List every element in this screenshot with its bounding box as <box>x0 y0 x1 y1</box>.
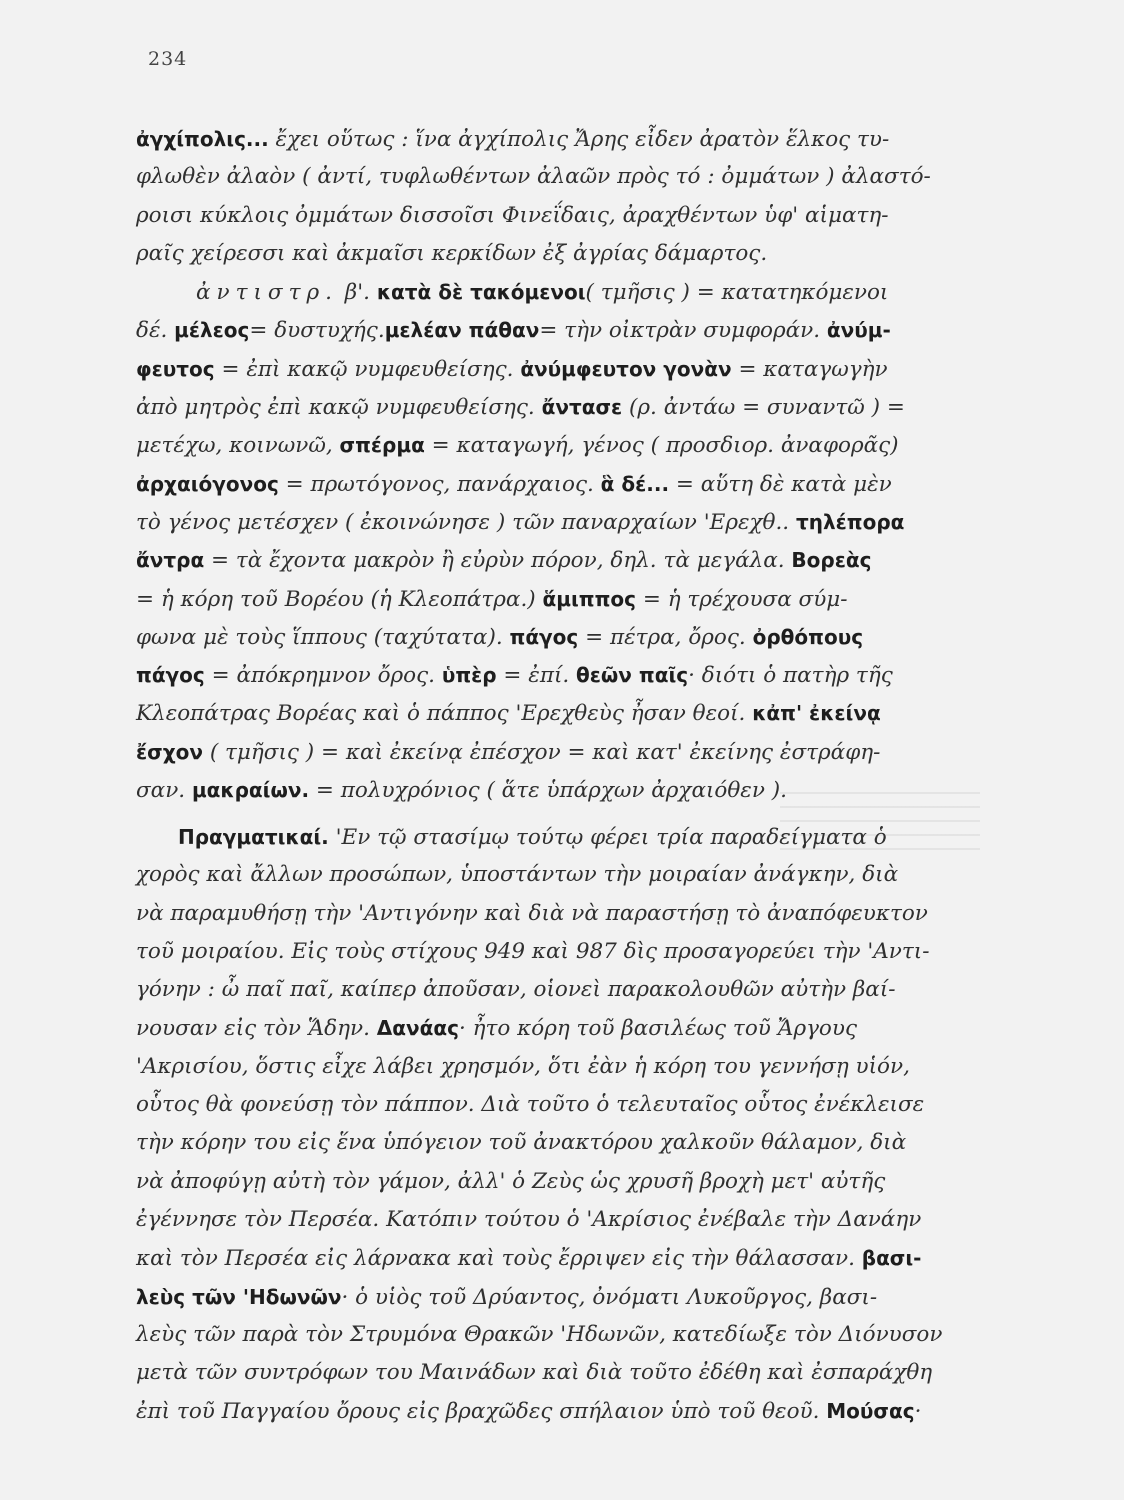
commentary-line <box>136 311 996 349</box>
line-text: τὸ γένος μετέσχεν ( ἐκοινώνησε ) τῶν παναρχαίων 'Ερεχθ.. <box>136 509 796 535</box>
glossed-term: μακραίων. <box>191 778 310 803</box>
glossed-term: μέλεος <box>174 318 250 343</box>
commentary-line <box>136 656 996 694</box>
line-text: τὴν κόρην του εἰς ἕνα ὑπόγειον τοῦ ἀνακτόρου χαλκοῦν θάλαμον, διὰ <box>136 1130 907 1156</box>
glossed-term: φευτος <box>136 356 215 381</box>
glossed-term: ἀρχαιόγονος <box>136 471 279 496</box>
pragmatika-line <box>136 1163 996 1201</box>
commentary-line <box>136 426 996 464</box>
line-text: · διότι ὁ πατὴρ τῆς <box>688 663 893 689</box>
line-text: = πολυχρόνιος ( ἅτε ὑπάρχων ἀρχαιόθεν ). <box>309 778 787 804</box>
line-text: = ἡ κόρη τοῦ Βορέου (ἡ Κλεοπάτρα.) <box>136 586 543 612</box>
glossed-term: ὑπὲρ <box>441 663 497 688</box>
commentary-paragraph <box>136 120 996 809</box>
line-text: ἔχει οὕτως : ἵνα ἀγχίπολις Ἄρης εἶδεν ἀρατὸν ἕλκος τυ- <box>268 127 890 152</box>
line-text: ( τμῆσις ) = κατατηκόμενοι <box>585 280 889 306</box>
pragmatika-paragraph <box>136 818 996 1431</box>
glossed-term: βασι- <box>861 1246 922 1271</box>
line-text: ροισι κύκλοις ὀμμάτων δισσοῖσι Φινεΐδαις, ἀραχθέντων ὑφ' αἱματη- <box>136 202 889 228</box>
line-text: χορὸς καὶ ἄλλων προσώπων, ὑποστάντων τὴν μοιραίαν ἀνάγκην, διὰ <box>136 862 899 888</box>
glossed-term: ἀνύμφευτον γονὰν <box>520 356 732 381</box>
line-text: = καταγωγή, γένος ( προσδιορ. ἀναφορᾶς) <box>424 433 899 459</box>
line-text: · <box>914 1399 922 1425</box>
commentary-line <box>136 197 996 235</box>
pragmatika-line <box>136 1392 996 1430</box>
line-text: = τὰ ἔχοντα μακρὸν ἢ εὐρὺν πόρον, δηλ. τὰ μεγάλα. <box>204 548 792 574</box>
pragmatika-line <box>136 1354 996 1392</box>
commentary-line <box>136 273 996 311</box>
commentary-line <box>136 388 996 426</box>
line-text: = αὕτη δὲ κατὰ μὲν <box>669 471 892 497</box>
pragmatika-line <box>136 1048 996 1086</box>
commentary-line <box>136 580 996 618</box>
commentary-line <box>136 350 996 388</box>
line-text: μετέχω, κοινωνῶ, <box>136 433 340 459</box>
line-text: ἐπὶ τοῦ Παγγαίου ὄρους εἰς βραχῶδες σπήλαιον ὑπὸ τοῦ θεοῦ. <box>136 1399 827 1425</box>
line-text: = ἡ τρέχουσα σύμ- <box>636 586 848 612</box>
line-text: νὰ παραμυθήσῃ τὴν 'Αντιγόνην καὶ διὰ νὰ παραστήσῃ τὸ ἀναπόφευκτον <box>136 900 928 926</box>
glossed-term: Βορεὰς <box>791 548 872 573</box>
line-text: οὗτος θὰ φονεύσῃ τὸν πάππον. Διὰ τοῦτο ὁ τελευταῖος οὗτος ἐνέκλεισε <box>136 1092 925 1118</box>
glossed-term: πάγος <box>509 624 579 649</box>
commentary-line <box>136 771 996 809</box>
line-text: νὰ ἀποφύγῃ αὐτὴ τὸν γάμον, ἀλλ' ὁ Ζεὺς ὡς χρυσῆ βροχὴ μετ' αὐτῆς <box>136 1168 886 1194</box>
glossed-term: ἄντρα <box>136 548 205 573</box>
line-text: = καταγωγὴν <box>731 356 888 382</box>
commentary-line <box>136 503 996 541</box>
line-text: = πέτρα, ὄρος. <box>578 624 753 650</box>
commentary-line <box>136 158 996 196</box>
commentary-line <box>136 120 996 158</box>
line-text: ραῖς χείρεσσι καὶ ἀκμαῖσι κερκίδων ἐξ ἀγρίας δάμαρτος. <box>136 240 768 266</box>
pragmatika-line <box>136 856 996 894</box>
commentary-line <box>136 733 996 771</box>
pragmatika-line <box>136 1201 996 1239</box>
line-text: = ἀπόκρημνον ὄρος. <box>204 663 442 689</box>
glossed-term: κατὰ δὲ τακόμενοι <box>376 280 586 305</box>
line-text: ἀντιστρ. <box>196 280 338 306</box>
line-text: 'Ακρισίου, ὅστις εἶχε λάβει χρησμόν, ὅτι ἐὰν ἡ κόρη του γεννήσῃ υἱόν, <box>136 1053 910 1079</box>
glossed-term: λεὺς τῶν 'Ηδωνῶν <box>136 1284 342 1309</box>
pragmatika-line <box>136 895 996 933</box>
pragmatika-line <box>136 971 996 1009</box>
line-text: = πρωτόγονος, πανάρχαιος. <box>278 471 601 497</box>
commentary-line <box>136 694 996 732</box>
glossed-term: κἀπ' ἐκείνᾳ <box>752 701 881 726</box>
line-text: = δυστυχής. <box>249 318 385 344</box>
pragmatika-line <box>136 1278 996 1316</box>
line-text: φλωθὲν ἀλαὸν ( ἀντί, τυφλωθέντων ἀλαῶν πρὸς τό : ὀμμάτων ) ἀλαστό- <box>136 164 931 190</box>
commentary-line <box>136 235 996 273</box>
line-text: Κλεοπάτρας Βορέας καὶ ὁ πάππος 'Ερεχθεὺς ἦσαν θεοί. <box>136 701 753 727</box>
line-text: 'Εν τῷ στασίμῳ τούτῳ φέρει τρία παραδείγματα ὁ <box>328 825 887 850</box>
glossed-term: σπέρμα <box>339 433 425 458</box>
commentary-line <box>136 541 996 579</box>
pragmatika-line <box>136 1239 996 1277</box>
line-text: β'. <box>337 280 377 306</box>
glossed-term: ἔσχον <box>136 739 203 764</box>
glossed-term: μελέαν πάθαν <box>384 318 540 343</box>
line-text: σαν. <box>136 778 192 804</box>
glossed-term: ἀγχίπολις... <box>136 127 269 151</box>
glossed-term: Πραγματικαί. <box>178 825 329 849</box>
glossed-term: ἀνύμ- <box>826 318 891 343</box>
line-text: (ρ. ἀντάω = συναντῶ ) = <box>622 395 905 421</box>
glossed-term: τηλέπορα <box>795 509 905 534</box>
line-text: = ἐπί. <box>496 663 577 689</box>
glossed-term: θεῶν παῖς <box>576 663 689 688</box>
line-text: καὶ τὸν Περσέα εἰς λάρνακα καὶ τοὺς ἔρριψεν εἰς τὴν θάλασσαν. <box>136 1246 862 1272</box>
line-text: δέ. <box>136 318 175 344</box>
pragmatika-line <box>136 1009 996 1047</box>
line-text: · ὁ υἱὸς τοῦ Δρύαντος, ὀνόματι Λυκοῦργος, βασι- <box>341 1284 878 1310</box>
page-number: 234 <box>148 48 188 70</box>
line-text: · ἦτο κόρη τοῦ βασιλέως τοῦ Ἄργους <box>458 1016 857 1042</box>
line-text: τοῦ μοιραίου. Εἰς τοὺς στίχους 949 καὶ 987 δὶς προσαγορεύει τὴν 'Αντι- <box>136 938 930 964</box>
line-text: φωνα μὲ τοὺς ἵππους (ταχύτατα). <box>136 624 510 650</box>
glossed-term: Μούσας <box>826 1399 915 1424</box>
line-text: γόνην : ὦ παῖ παῖ, καίπερ ἀποῦσαν, οἱονεὶ παρακολουθῶν αὐτὴν βαί- <box>136 977 896 1003</box>
pragmatika-line <box>136 818 996 856</box>
line-text: μετὰ τῶν συντρόφων του Μαινάδων καὶ διὰ τοῦτο ἐδέθη καὶ ἐσπαράχθη <box>136 1360 933 1386</box>
glossed-term: ἃ δέ... <box>600 471 670 496</box>
line-text: νουσαν εἰς τὸν Ἅδην. <box>136 1016 377 1042</box>
pragmatika-line <box>136 1124 996 1162</box>
glossed-term: ὀρθόπους <box>752 624 864 649</box>
pragmatika-line <box>136 933 996 971</box>
line-text: = τὴν οἰκτρὰν συμφοράν. <box>539 318 827 344</box>
glossed-term: πάγος <box>136 663 205 688</box>
line-text: ἀπὸ μητρὸς ἐπὶ κακῷ νυμφευθείσης. <box>136 395 542 421</box>
line-text: ἐγέννησε τὸν Περσέα. Κατόπιν τούτου ὁ 'Ακρίσιος ἐνέβαλε τὴν Δανάην <box>136 1206 922 1232</box>
commentary-line <box>136 465 996 503</box>
line-text: = ἐπὶ κακῷ νυμφευθείσης. <box>214 356 521 382</box>
glossed-term: ἄντασε <box>541 395 623 420</box>
line-text: ( τμῆσις ) = καὶ ἐκείνᾳ ἐπέσχον = καὶ κατ' ἐκείνης ἐστράφη- <box>202 739 881 765</box>
line-text: λεὺς τῶν παρὰ τὸν Στρυμόνα Θρακῶν 'Ηδωνῶν, κατεδίωξε τὸν Διόνυσον <box>136 1321 943 1347</box>
glossed-term: ἅμιππος <box>542 586 637 611</box>
pragmatika-line <box>136 1086 996 1124</box>
commentary-line <box>136 618 996 656</box>
glossed-term: Δανάας <box>376 1016 459 1041</box>
pragmatika-line <box>136 1316 996 1354</box>
